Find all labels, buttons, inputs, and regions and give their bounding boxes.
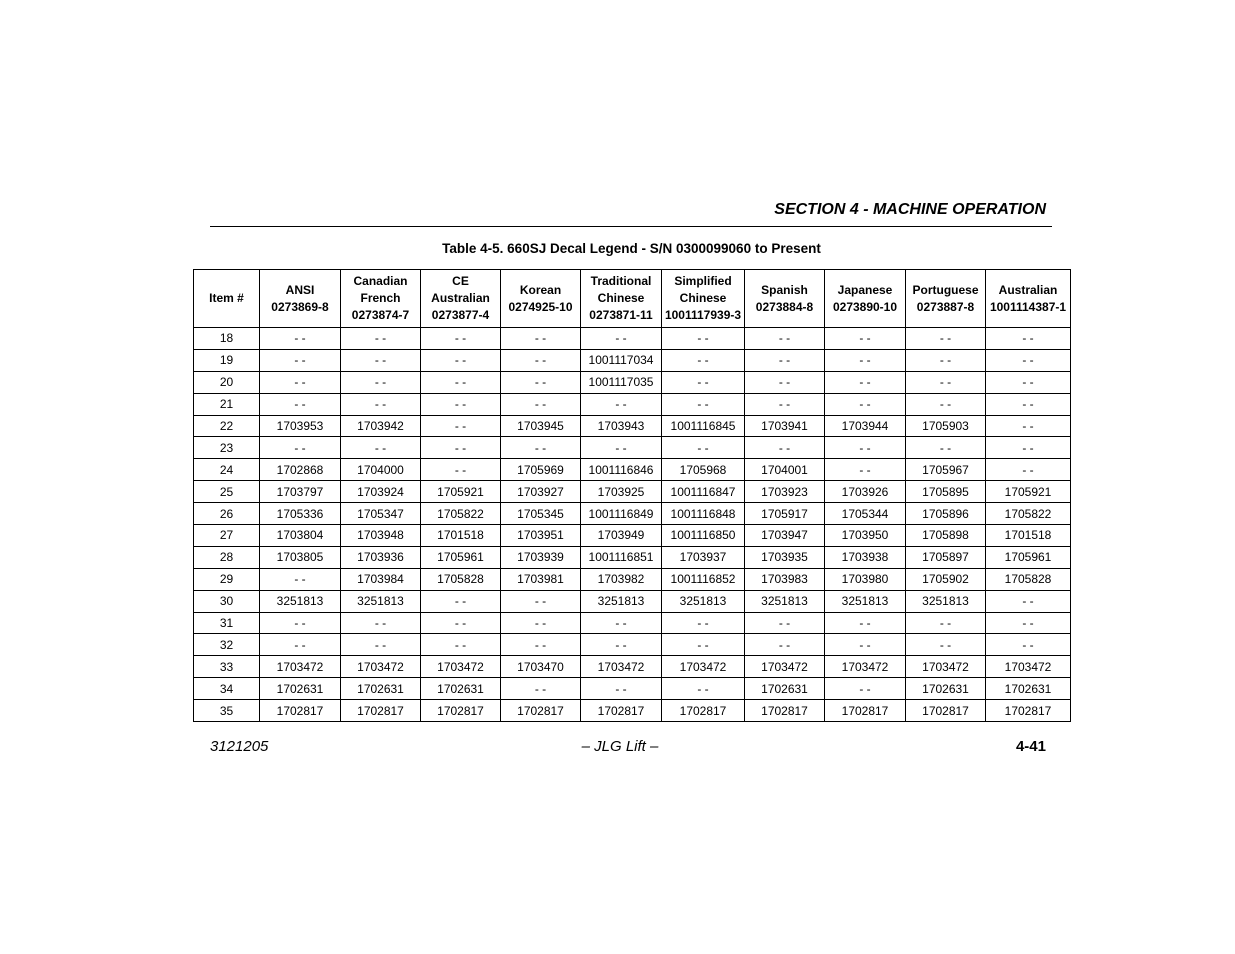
part-number-cell: - - [501, 437, 581, 459]
part-number-cell: - - [986, 393, 1071, 415]
part-number-cell: - - [260, 393, 341, 415]
part-number-cell: 1703981 [501, 568, 581, 590]
part-number-cell: - - [581, 678, 662, 700]
table-row [194, 481, 1071, 503]
part-number-cell: 1705921 [986, 481, 1071, 503]
table-row [194, 656, 1071, 678]
part-number-cell: - - [260, 349, 341, 371]
part-number-cell: - - [341, 349, 421, 371]
part-number-cell: 3251813 [260, 590, 341, 612]
part-number-cell: 1703472 [662, 656, 745, 678]
part-number-cell: 1703941 [745, 415, 825, 437]
part-number-cell: 1702817 [825, 700, 906, 722]
column-header-line: Japanese [837, 282, 893, 297]
part-number-cell: 1703950 [825, 525, 906, 547]
column-header-line: 0273877-4 [431, 308, 490, 322]
part-number-cell: 1702817 [986, 700, 1071, 722]
part-number-cell: - - [825, 437, 906, 459]
document-number: 3121205 [210, 738, 269, 755]
column-header-line: Spanish [761, 282, 808, 297]
part-number-cell: 1703944 [825, 415, 906, 437]
part-number-cell: 1705897 [906, 546, 986, 568]
item-number-cell: 34 [194, 678, 260, 700]
part-number-cell: 1702631 [341, 678, 421, 700]
part-number-cell: 1703938 [825, 546, 906, 568]
part-number-cell: 1703927 [501, 481, 581, 503]
part-number-cell: 1703472 [986, 656, 1071, 678]
part-number-cell: - - [906, 393, 986, 415]
part-number-cell: 1705895 [906, 481, 986, 503]
column-header-line: Australian [431, 291, 490, 305]
item-number-cell: 31 [194, 612, 260, 634]
part-number-cell: 1703472 [745, 656, 825, 678]
part-number-cell: 1702817 [745, 700, 825, 722]
part-number-cell: - - [906, 349, 986, 371]
part-number-cell: - - [986, 328, 1071, 350]
part-number-cell: - - [662, 328, 745, 350]
part-number-cell: 1702817 [341, 700, 421, 722]
part-number-cell: - - [825, 678, 906, 700]
part-number-cell: - - [986, 612, 1071, 634]
column-header-line: Chinese [597, 291, 645, 305]
table-row [194, 634, 1071, 656]
part-number-cell: - - [501, 612, 581, 634]
part-number-cell: 1703926 [825, 481, 906, 503]
footer-brand: – JLG Lift – [581, 738, 659, 755]
column-header-line: 0273871-11 [589, 308, 653, 322]
part-number-cell: - - [581, 612, 662, 634]
part-number-cell: 1001116851 [581, 546, 662, 568]
part-number-cell: 3251813 [745, 590, 825, 612]
part-number-cell: - - [421, 612, 501, 634]
part-number-cell: 1703983 [745, 568, 825, 590]
part-number-cell: - - [986, 371, 1071, 393]
part-number-cell: 1705921 [421, 481, 501, 503]
table-row [194, 568, 1071, 590]
column-header [906, 270, 986, 328]
part-number-cell: - - [662, 437, 745, 459]
column-header-line: Australian [998, 282, 1058, 297]
part-number-cell: - - [662, 349, 745, 371]
part-number-cell: 1001116849 [581, 503, 662, 525]
part-number-cell: - - [745, 393, 825, 415]
part-number-cell: 1702631 [986, 678, 1071, 700]
part-number-cell: - - [421, 393, 501, 415]
column-header-line: 0273874-7 [351, 308, 410, 322]
part-number-cell: 1705903 [906, 415, 986, 437]
column-header [260, 270, 341, 328]
part-number-cell: - - [501, 678, 581, 700]
item-number-cell: 21 [194, 393, 260, 415]
part-number-cell: 1702631 [421, 678, 501, 700]
column-header-line: French [360, 291, 401, 305]
part-number-cell: 1702817 [260, 700, 341, 722]
part-number-cell: 1705961 [986, 546, 1071, 568]
part-number-cell: 1001117035 [581, 371, 662, 393]
part-number-cell: 1705344 [825, 503, 906, 525]
part-number-cell: 1703947 [745, 525, 825, 547]
item-number-cell: 24 [194, 459, 260, 481]
column-header-line: 1001117939-3 [664, 308, 742, 322]
part-number-cell: 1001117034 [581, 349, 662, 371]
table-row [194, 459, 1071, 481]
part-number-cell: - - [906, 634, 986, 656]
part-number-cell: 1704000 [341, 459, 421, 481]
part-number-cell: 3251813 [662, 590, 745, 612]
part-number-cell: - - [745, 349, 825, 371]
part-number-cell: 1703948 [341, 525, 421, 547]
section-title: SECTION 4 - MACHINE OPERATION [774, 201, 1046, 218]
column-header-line: 0273869-8 [271, 299, 329, 314]
part-number-cell: - - [501, 634, 581, 656]
part-number-cell: 1705822 [421, 503, 501, 525]
column-header [501, 270, 581, 328]
part-number-cell: - - [341, 328, 421, 350]
table-row [194, 700, 1071, 722]
part-number-cell: 1001116845 [662, 415, 745, 437]
part-number-cell: 1702817 [501, 700, 581, 722]
table-row [194, 415, 1071, 437]
part-number-cell: 1703953 [260, 415, 341, 437]
part-number-cell: - - [662, 371, 745, 393]
part-number-cell: 1703949 [581, 525, 662, 547]
part-number-cell: - - [260, 371, 341, 393]
part-number-cell: 3251813 [581, 590, 662, 612]
part-number-cell: - - [421, 590, 501, 612]
column-header [581, 270, 662, 328]
part-number-cell: - - [745, 328, 825, 350]
table-row [194, 437, 1071, 459]
item-number-cell: 25 [194, 481, 260, 503]
part-number-cell: 1705967 [906, 459, 986, 481]
part-number-cell: - - [745, 437, 825, 459]
part-number-cell: 1705828 [986, 568, 1071, 590]
column-header [986, 270, 1071, 328]
part-number-cell: 1702817 [906, 700, 986, 722]
part-number-cell: 1703472 [906, 656, 986, 678]
part-number-cell: - - [421, 437, 501, 459]
item-number-cell: 28 [194, 546, 260, 568]
part-number-cell: - - [986, 459, 1071, 481]
part-number-cell: - - [341, 393, 421, 415]
table-row [194, 612, 1071, 634]
column-header-line: Chinese [679, 291, 727, 305]
part-number-cell: - - [260, 568, 341, 590]
item-number-cell: 26 [194, 503, 260, 525]
part-number-cell: 1702868 [260, 459, 341, 481]
part-number-cell: - - [260, 328, 341, 350]
part-number-cell: 1703472 [825, 656, 906, 678]
part-number-cell: 1705822 [986, 503, 1071, 525]
part-number-cell: - - [421, 371, 501, 393]
column-header-line: CE [452, 274, 469, 288]
part-number-cell: - - [421, 349, 501, 371]
part-number-cell: 1001116848 [662, 503, 745, 525]
part-number-cell: 1701518 [421, 525, 501, 547]
item-number-cell: 27 [194, 525, 260, 547]
part-number-cell: 1703937 [662, 546, 745, 568]
column-header-line: Simplified [674, 274, 732, 288]
column-header-line: 0273890-10 [832, 299, 898, 314]
part-number-cell: - - [825, 371, 906, 393]
part-number-cell: 1703943 [581, 415, 662, 437]
part-number-cell: 1703984 [341, 568, 421, 590]
table-row [194, 503, 1071, 525]
column-header-line: 1001114387-1 [989, 299, 1067, 314]
part-number-cell: - - [825, 328, 906, 350]
column-header-line: 0273887-8 [916, 299, 975, 314]
item-number-cell: 22 [194, 415, 260, 437]
part-number-cell: - - [986, 437, 1071, 459]
part-number-cell: 1703472 [421, 656, 501, 678]
part-number-cell: - - [825, 634, 906, 656]
part-number-cell: - - [260, 634, 341, 656]
part-number-cell: 1705968 [662, 459, 745, 481]
part-number-cell: 1702817 [662, 700, 745, 722]
part-number-cell: - - [986, 349, 1071, 371]
part-number-cell: 1703472 [260, 656, 341, 678]
part-number-cell: 1703472 [341, 656, 421, 678]
part-number-cell: - - [341, 612, 421, 634]
part-number-cell: - - [825, 459, 906, 481]
column-header-line: ANSI [285, 282, 315, 297]
part-number-cell: - - [581, 328, 662, 350]
part-number-cell: - - [825, 612, 906, 634]
part-number-cell: - - [581, 437, 662, 459]
part-number-cell: 1705902 [906, 568, 986, 590]
part-number-cell: 1703923 [745, 481, 825, 503]
item-number-cell: 23 [194, 437, 260, 459]
column-header-line: Portuguese [912, 282, 979, 297]
part-number-cell: - - [501, 371, 581, 393]
item-number-cell: 35 [194, 700, 260, 722]
part-number-cell: 1703980 [825, 568, 906, 590]
part-number-cell: 3251813 [906, 590, 986, 612]
part-number-cell: 1703945 [501, 415, 581, 437]
table-row [194, 678, 1071, 700]
part-number-cell: - - [501, 393, 581, 415]
part-number-cell: 1705828 [421, 568, 501, 590]
part-number-cell: - - [341, 437, 421, 459]
part-number-cell: - - [745, 371, 825, 393]
table-row [194, 349, 1071, 371]
column-header-line: 0273884-8 [755, 299, 814, 314]
part-number-cell: 1705969 [501, 459, 581, 481]
part-number-cell: - - [421, 328, 501, 350]
part-number-cell: 1705917 [745, 503, 825, 525]
part-number-cell: 3251813 [341, 590, 421, 612]
part-number-cell: 1702631 [906, 678, 986, 700]
table-row [194, 590, 1071, 612]
part-number-cell: 3251813 [825, 590, 906, 612]
column-header-line: Canadian [353, 274, 408, 288]
part-number-cell: - - [906, 612, 986, 634]
item-number-cell: 29 [194, 568, 260, 590]
part-number-cell: 1703939 [501, 546, 581, 568]
part-number-cell: 1703924 [341, 481, 421, 503]
part-number-cell: 1703805 [260, 546, 341, 568]
part-number-cell: 1703942 [341, 415, 421, 437]
part-number-cell: - - [501, 590, 581, 612]
part-number-cell: 1703804 [260, 525, 341, 547]
table-row [194, 371, 1071, 393]
part-number-cell: - - [986, 590, 1071, 612]
part-number-cell: 1702631 [745, 678, 825, 700]
part-number-cell: - - [825, 393, 906, 415]
item-number-cell: 20 [194, 371, 260, 393]
part-number-cell: 1705336 [260, 503, 341, 525]
part-number-cell: - - [421, 415, 501, 437]
column-header [662, 270, 745, 328]
part-number-cell: 1705345 [501, 503, 581, 525]
part-number-cell: - - [341, 371, 421, 393]
part-number-cell: - - [341, 634, 421, 656]
part-number-cell: - - [662, 393, 745, 415]
part-number-cell: - - [906, 437, 986, 459]
part-number-cell: - - [906, 328, 986, 350]
part-number-cell: - - [581, 634, 662, 656]
part-number-cell: - - [501, 349, 581, 371]
part-number-cell: 1703951 [501, 525, 581, 547]
part-number-cell: - - [825, 349, 906, 371]
part-number-cell: 1705961 [421, 546, 501, 568]
table-row [194, 393, 1071, 415]
column-header [421, 270, 501, 328]
header-divider [210, 226, 1052, 227]
item-number-cell: 30 [194, 590, 260, 612]
part-number-cell: 1001116846 [581, 459, 662, 481]
part-number-cell: - - [986, 634, 1071, 656]
column-header-line: Korean [519, 282, 562, 297]
item-number-cell: 19 [194, 349, 260, 371]
part-number-cell: 1703797 [260, 481, 341, 503]
part-number-cell: 1705898 [906, 525, 986, 547]
part-number-cell: - - [662, 678, 745, 700]
part-number-cell: - - [260, 437, 341, 459]
part-number-cell: - - [986, 415, 1071, 437]
part-number-cell: - - [581, 393, 662, 415]
part-number-cell: - - [745, 612, 825, 634]
table-row [194, 328, 1071, 350]
page-number: 4-41 [1015, 738, 1046, 755]
column-header [825, 270, 906, 328]
part-number-cell: 1001116850 [662, 525, 745, 547]
column-header [745, 270, 825, 328]
part-number-cell: - - [421, 634, 501, 656]
column-header-line: 0274925-10 [508, 299, 573, 314]
part-number-cell: 1703925 [581, 481, 662, 503]
decal-legend-table [193, 269, 1071, 722]
part-number-cell: 1703936 [341, 546, 421, 568]
part-number-cell: - - [745, 634, 825, 656]
column-header [194, 270, 260, 328]
table-row [194, 546, 1071, 568]
part-number-cell: 1705896 [906, 503, 986, 525]
column-header-line: Item # [209, 291, 244, 305]
table-caption: Table 4-5. 660SJ Decal Legend - S/N 0300099060 to Present [442, 241, 821, 256]
part-number-cell: 1702817 [421, 700, 501, 722]
item-number-cell: 32 [194, 634, 260, 656]
part-number-cell: 1703470 [501, 656, 581, 678]
column-header [341, 270, 421, 328]
part-number-cell: 1704001 [745, 459, 825, 481]
part-number-cell: 1703935 [745, 546, 825, 568]
item-number-cell: 18 [194, 328, 260, 350]
part-number-cell: 1702631 [260, 678, 341, 700]
part-number-cell: 1705347 [341, 503, 421, 525]
part-number-cell: - - [662, 634, 745, 656]
table-row [194, 525, 1071, 547]
part-number-cell: 1701518 [986, 525, 1071, 547]
part-number-cell: - - [501, 328, 581, 350]
part-number-cell: - - [421, 459, 501, 481]
part-number-cell: - - [260, 612, 341, 634]
part-number-cell: - - [906, 371, 986, 393]
table-header-row [194, 270, 1071, 328]
column-header-line: Traditional [590, 274, 652, 288]
part-number-cell: 1703982 [581, 568, 662, 590]
part-number-cell: 1001116852 [662, 568, 745, 590]
item-number-cell: 33 [194, 656, 260, 678]
part-number-cell: 1702817 [581, 700, 662, 722]
part-number-cell: 1703472 [581, 656, 662, 678]
part-number-cell: - - [662, 612, 745, 634]
part-number-cell: 1001116847 [662, 481, 745, 503]
